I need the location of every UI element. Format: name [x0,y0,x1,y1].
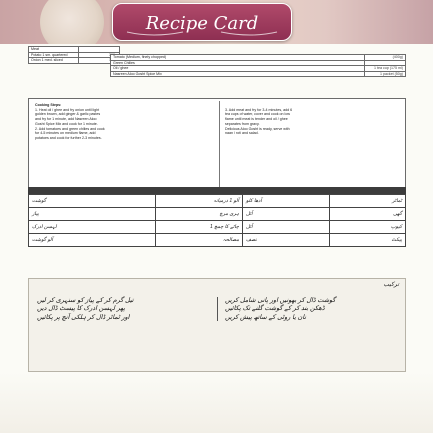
logo-script-icon [113,4,291,40]
urdu-method-right [225,297,335,322]
ingredients-table-bottom [110,54,406,77]
step-line: Delicious Aloo Gosht is ready, serve with [225,126,290,131]
grid-cell: پیکٹ [330,234,406,247]
ingredient-name: Oil / ghee [111,66,365,72]
ingredient-name: Onion 1 med. sliced [29,58,79,64]
grid-cell: آدھا کلو [243,195,330,208]
urdu-line: اور ٹماٹر ڈال کر ہلکی آنچ پر پکائیں [37,313,130,321]
grid-cell: کیوپ [330,221,406,234]
grid-cell: آئل [243,208,330,221]
step-line: separates from gravy. [225,121,260,126]
grid-cell: گھی [330,208,406,221]
ingredient-name: Nasreen Aloo Gosht Spice Mix [111,71,365,77]
grid-cell: آلو گوشت [29,234,156,247]
grid-cell: ہری مرچ [156,208,243,221]
urdu-line: پھر لہسن ادرک کا پیسٹ ڈال دیں [37,305,126,313]
urdu-line: نان یا روٹی کے ساتھ پیش کریں [225,313,307,321]
dish-plate-image [40,0,104,44]
header-banner [0,0,433,44]
cooking-steps-heading: Cooking Steps: [35,103,62,107]
step-line: golden brown, add ginger & garlic pastes [35,112,101,117]
table-row [29,195,406,208]
step-line: for 4-5 minutes on medium flame, add [35,131,96,136]
brand-logo [112,3,292,41]
table-row [29,221,406,234]
table-row [111,71,406,77]
step-line: potatoes and cook for further 2-3 minutes. [35,135,102,140]
grid-cell: ٹماٹر [330,195,406,208]
urdu-line: گوشت ڈال کر بھونیں اور پانی شامل کریں [225,297,336,304]
ingredient-name: Meat [29,47,79,53]
grid-cell: مصالحہ [156,234,243,247]
step-line: flame until meat is tender and oil / ghee [225,117,288,122]
ingredient-name: Tomato (Medium, finely chopped) [111,55,365,61]
grid-cell: لہسن ادرک [29,221,156,234]
urdu-line: ڈھکن بند کر کے گوشت گلنے تک پکائیں [225,305,325,313]
ingredient-amount: (400g) [365,55,406,61]
urdu-method-left [37,297,134,322]
grid-cell: 1 چائے کا چمچ [156,221,243,234]
column-divider [217,297,218,321]
grid-cell: گوشت [29,195,156,208]
logo-text: Recipe Card [145,13,259,34]
table-row [29,208,406,221]
grid-cell: آئل [243,221,330,234]
ingredient-name: Potato 1 sm. quartered [29,52,79,58]
cooking-steps-right [225,108,292,136]
page-footer-area [0,372,433,433]
step-line: Gosht Spice Mix and cook for 1 minute. [35,121,98,126]
urdu-ingredient-grid [28,194,406,247]
urdu-line: تیل گرم کر کے پیاز کو سنہری کر لیں [37,297,134,304]
step-line: and fry for 1 minute, add Nasreen Aloo [35,117,97,122]
urdu-method-title: ترکیب [383,282,399,288]
cooking-steps-box [28,98,406,190]
step-line: 1. Heat oil / ghee and fry onion until light [35,107,100,112]
step-line: naan / roti and salad. [225,131,259,136]
column-divider [219,101,220,187]
ingredient-amount: 1 packet (50g) [365,71,406,77]
table-row [29,58,120,64]
step-line: 2. Add tomatoes and green chilies and cook [35,126,105,131]
grid-cell: آلو 1 درمیانہ [156,195,243,208]
urdu-method-box [28,278,406,372]
ingredient-name: Green Chilies [111,60,365,66]
section-band [28,187,406,194]
cooking-steps-left [35,103,105,141]
step-line: tea cups of water, cover and cook on low [225,112,290,117]
table-row [29,234,406,247]
grid-cell: پیاز [29,208,156,221]
ingredient-amount: 1 tea cup (175 ml) [365,66,406,72]
step-line: 3. Add meat and fry for 3-4 minutes, add 6 [225,107,293,112]
grid-cell: نصف [243,234,330,247]
ingredients-table-top [28,46,120,64]
